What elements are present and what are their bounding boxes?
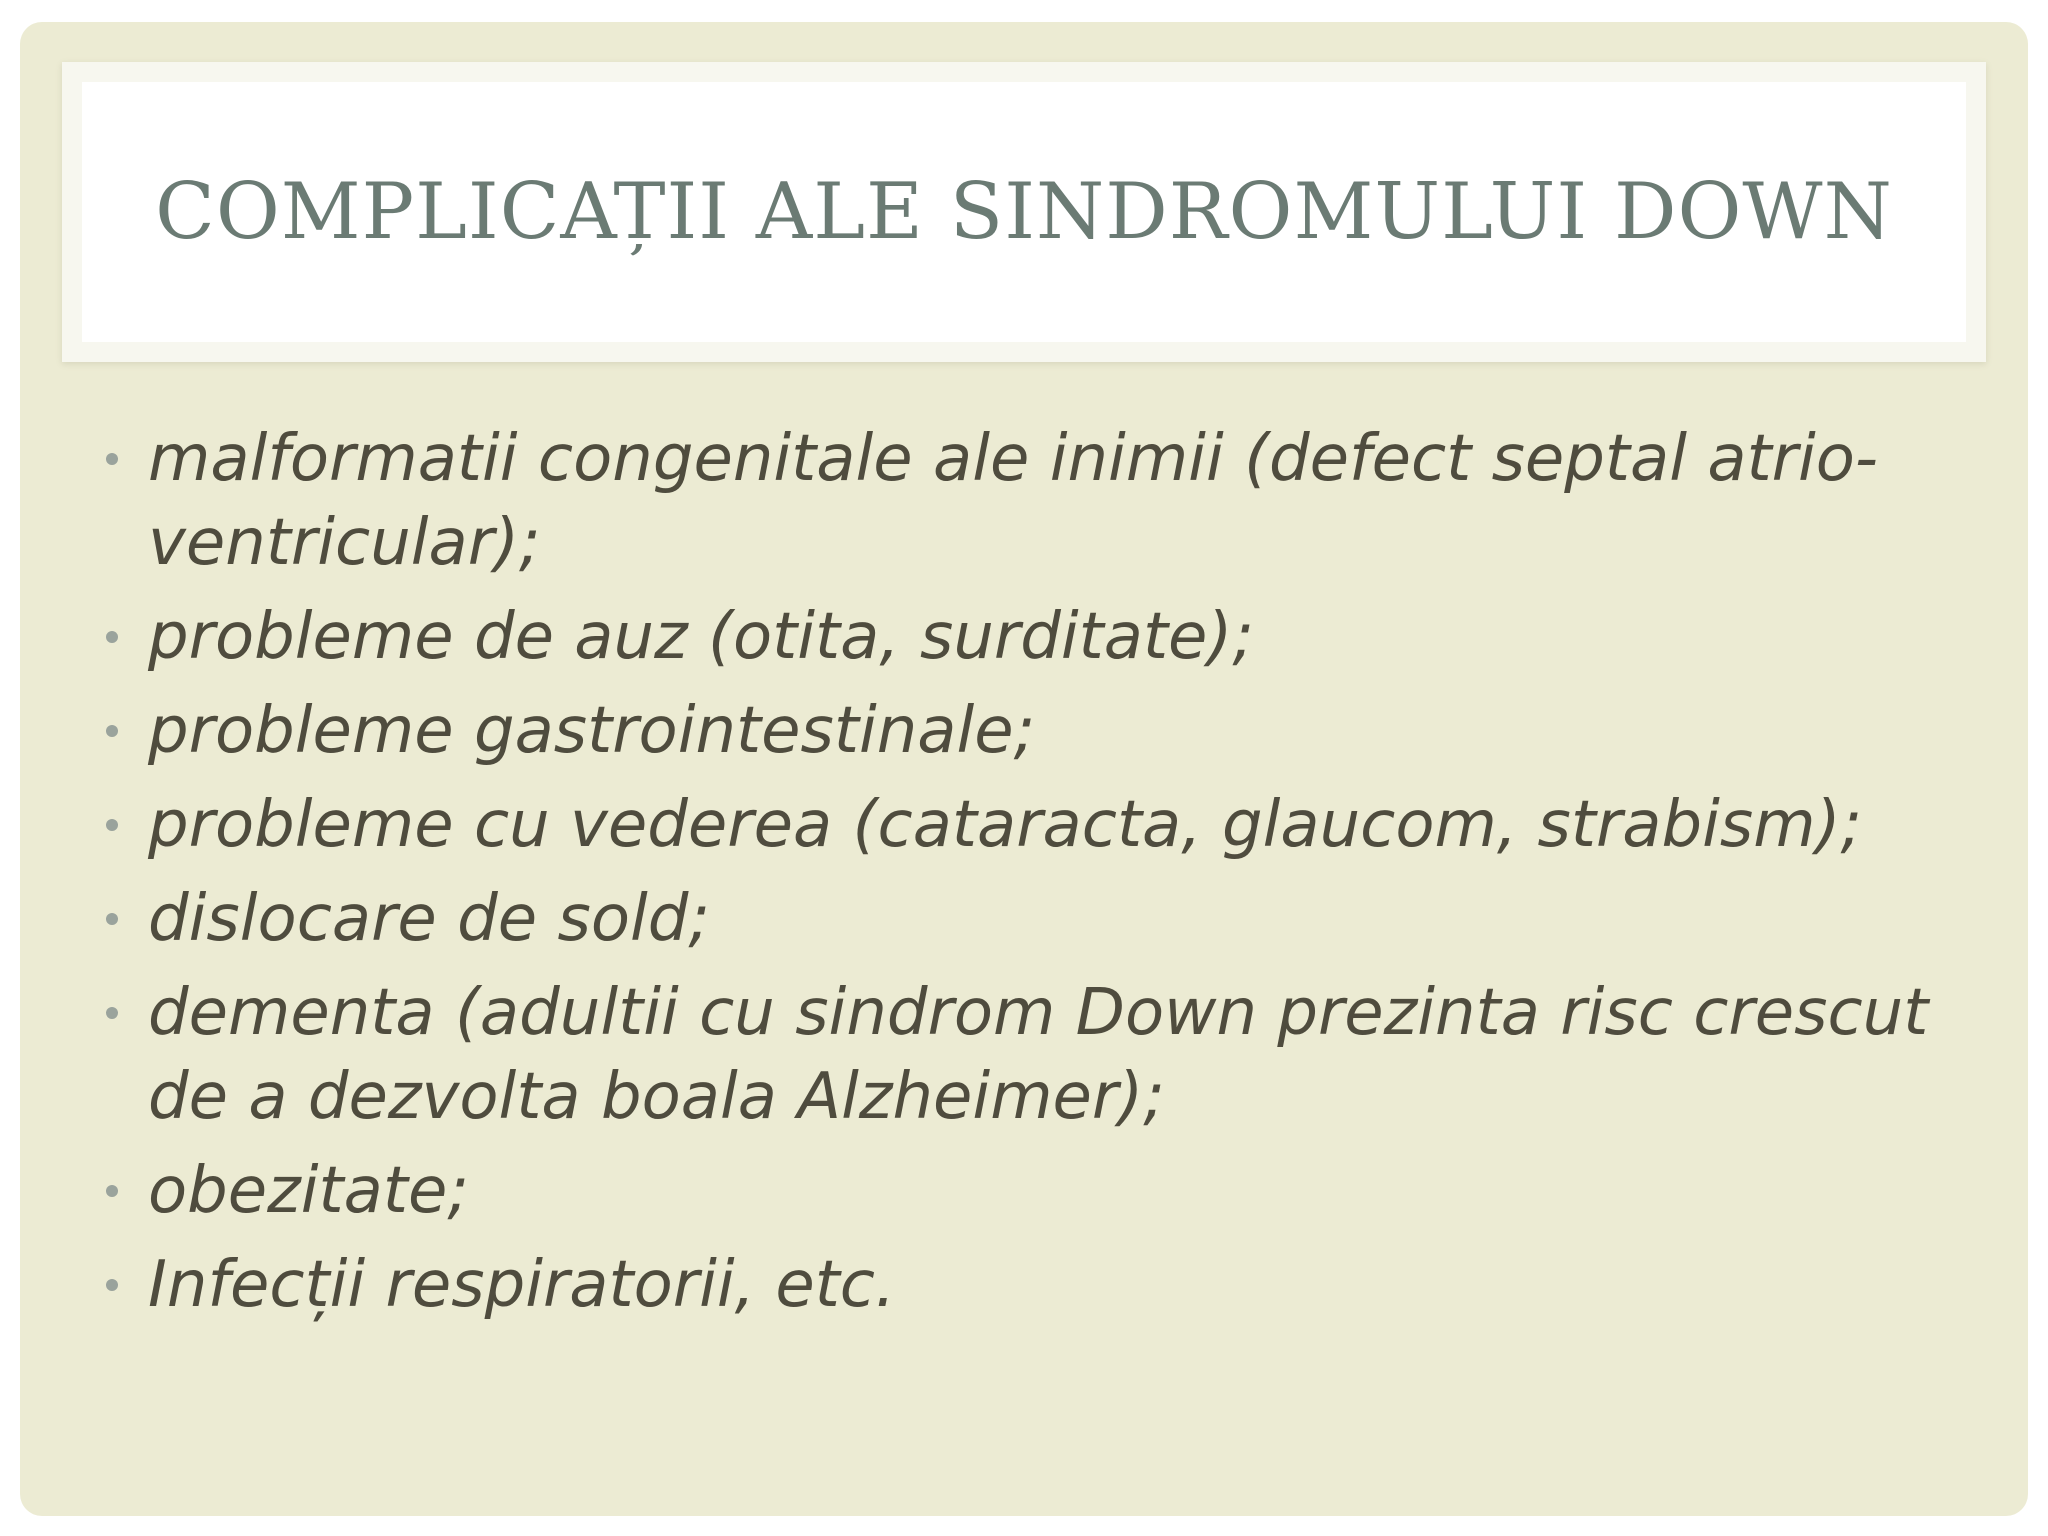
- bullet-icon: [106, 1279, 118, 1291]
- title-frame: [62, 62, 1986, 362]
- bullet-icon: [106, 913, 118, 925]
- bullet-text: probleme cu vederea (cataracta, glaucom, strabism);: [148, 788, 1863, 862]
- bullet-item: [92, 417, 1992, 585]
- bullet-item: [92, 783, 1992, 867]
- bullet-text: dementa (adultii cu sindrom Down prezinta risc crescut de a dezvolta boala Alzheimer);: [148, 976, 1929, 1134]
- bullet-text: malformatii congenitale ale inimii (defect septal atrio-ventricular);: [148, 422, 1878, 580]
- bullet-icon: [106, 631, 118, 643]
- title-box: [82, 82, 1966, 342]
- bullet-item: [92, 595, 1992, 679]
- bullet-icon: [106, 725, 118, 737]
- bullet-icon: [106, 453, 118, 465]
- bullet-text: probleme gastrointestinale;: [148, 694, 1036, 768]
- bullet-item: [92, 1243, 1992, 1327]
- bullet-list: [92, 417, 1992, 1337]
- bullet-text: dislocare de sold;: [148, 882, 710, 956]
- bullet-icon: [106, 819, 118, 831]
- bullet-item: [92, 877, 1992, 961]
- bullet-text: probleme de auz (otita, surditate);: [148, 600, 1254, 674]
- bullet-item: [92, 971, 1992, 1139]
- bullet-icon: [106, 1007, 118, 1019]
- bullet-icon: [106, 1185, 118, 1197]
- slide: [20, 22, 2028, 1516]
- bullet-item: [92, 689, 1992, 773]
- bullet-text: Infecții respiratorii, etc.: [148, 1248, 896, 1322]
- slide-title: COMPLICAȚII ALE SINDROMULUI DOWN: [155, 167, 1893, 257]
- bullet-text: obezitate;: [148, 1154, 469, 1228]
- bullet-item: [92, 1149, 1992, 1233]
